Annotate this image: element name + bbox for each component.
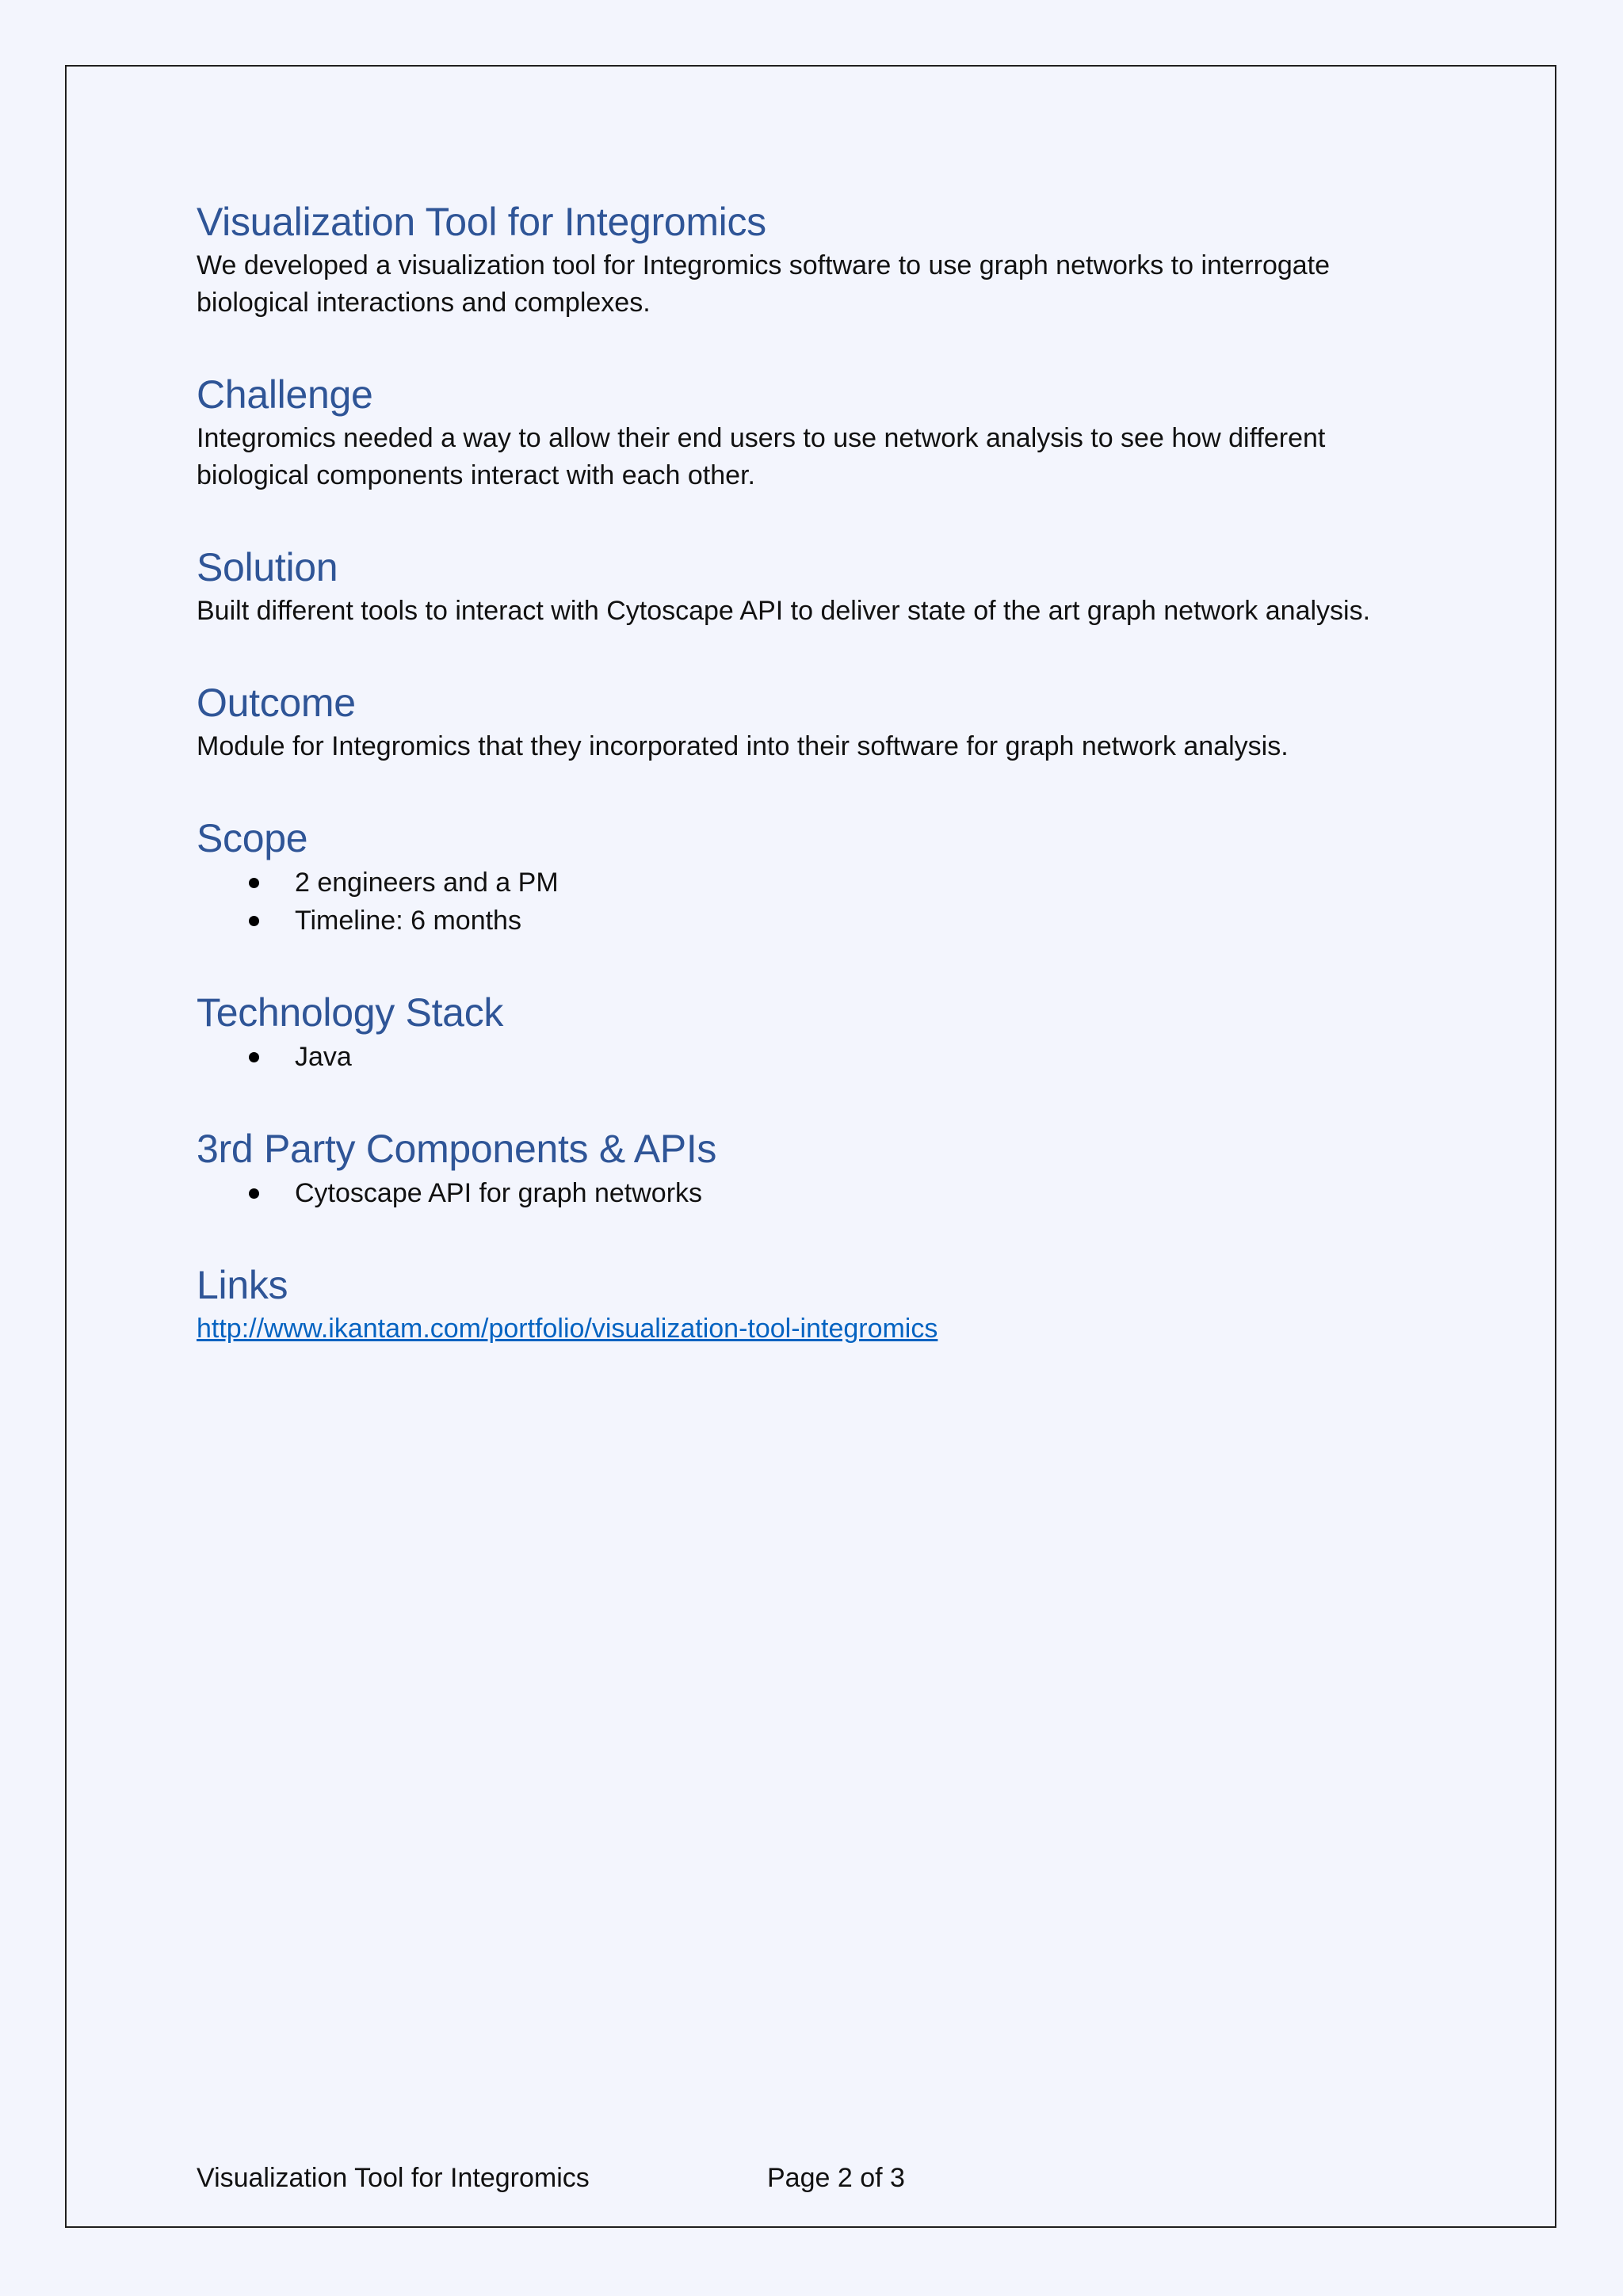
intro-section	[197, 196, 1433, 322]
document-title: Visualization Tool for Integromics	[197, 200, 766, 244]
links-heading: Links	[197, 1263, 288, 1307]
scope-section	[197, 813, 1433, 940]
list-item	[197, 902, 1433, 940]
outcome-text: Module for Integromics that they incorporated into their software for graph network analysis.	[197, 731, 1289, 761]
outcome-heading: Outcome	[197, 681, 356, 725]
third-party-item-cytoscape: Cytoscape API for graph networks	[295, 1178, 703, 1208]
bullet-icon	[249, 1188, 259, 1199]
list-item	[197, 864, 1433, 902]
challenge-heading: Challenge	[197, 372, 373, 417]
links-section	[197, 1260, 1433, 1348]
outcome-section	[197, 677, 1433, 765]
bullet-icon	[249, 878, 259, 888]
third-party-section	[197, 1123, 1433, 1212]
list-item	[197, 1174, 1433, 1212]
bullet-icon	[249, 916, 259, 926]
scope-heading: Scope	[197, 816, 308, 860]
solution-heading: Solution	[197, 545, 338, 589]
challenge-text: Integromics needed a way to allow their end users to use network analysis to see how different biological components interact with each other.	[197, 423, 1326, 490]
tech-stack-list	[197, 1038, 1433, 1076]
scope-item-timeline: Timeline: 6 months	[295, 906, 521, 936]
document-content	[197, 196, 1433, 1348]
solution-section	[197, 542, 1433, 630]
challenge-section	[197, 369, 1433, 494]
solution-text: Built different tools to interact with Cytoscape API to deliver state of the art graph network analysis.	[197, 596, 1371, 626]
footer-page-number: Page 2 of 3	[767, 2163, 905, 2193]
tech-stack-section	[197, 987, 1433, 1076]
tech-stack-heading: Technology Stack	[197, 990, 504, 1035]
third-party-list	[197, 1174, 1433, 1212]
intro-text: We developed a visualization tool for Integromics software to use graph networks to interrogate biological interactions and complexes.	[197, 250, 1331, 318]
third-party-heading: 3rd Party Components & APIs	[197, 1127, 717, 1171]
scope-list	[197, 864, 1433, 940]
bullet-icon	[249, 1052, 259, 1062]
tech-item-java: Java	[295, 1042, 352, 1072]
list-item	[197, 1038, 1433, 1076]
footer-title: Visualization Tool for Integromics	[197, 2163, 590, 2193]
portfolio-link[interactable]: http://www.ikantam.com/portfolio/visualization-tool-integromics	[197, 1314, 938, 1344]
scope-item-engineers: 2 engineers and a PM	[295, 868, 559, 898]
